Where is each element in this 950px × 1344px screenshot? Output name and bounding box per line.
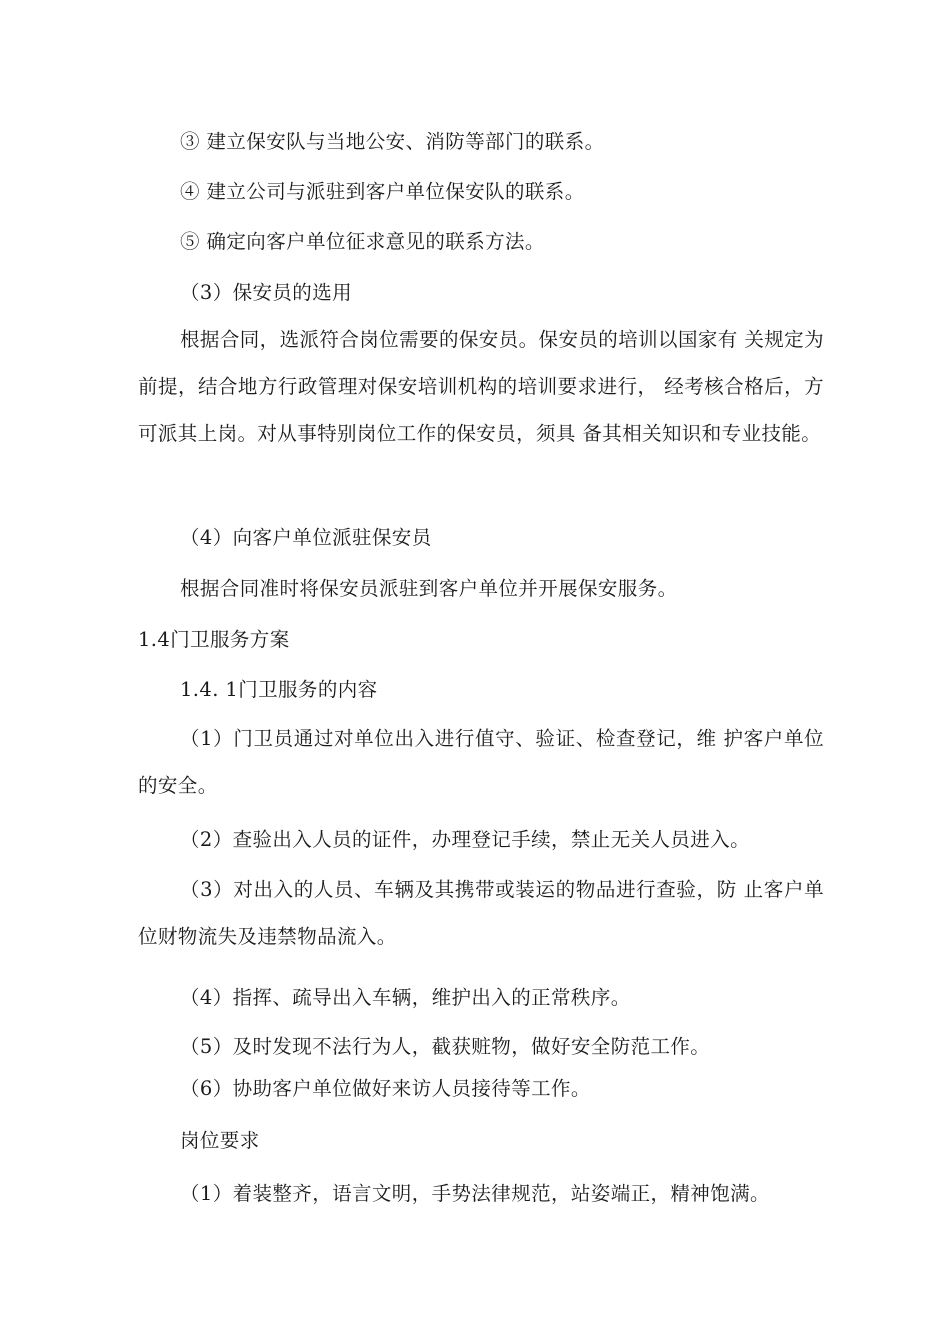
list-item-4: （4）指挥、疏导出入车辆，维护出入的正常秩序。: [180, 986, 631, 1009]
subheading-guard-selection: （3）保安员的选用: [180, 281, 353, 304]
item-company-liaison: ④ 建立公司与派驻到客户单位保安队的联系。: [180, 180, 585, 203]
list-item-3: （3）对出入的人员、车辆及其携带或装运的物品进行查验，防 止客户单位财物流失及违禁物品流入。: [138, 878, 824, 948]
item-feedback-method: ⑤ 确定向客户单位征求意见的联系方法。: [180, 230, 545, 253]
section-heading-gate-service: 1.4门卫服务方案: [138, 628, 290, 651]
item-police-liaison: ③ 建立保安队与当地公安、消防等部门的联系。: [180, 130, 605, 153]
requirement-item-1: （1）着装整齐，语言文明，手势法律规范，站姿端正，精神饱满。: [180, 1182, 770, 1205]
list-item-2: （2）查验出入人员的证件，办理登记手续，禁止无关人员进入。: [180, 828, 751, 851]
subsection-heading-gate-content: 1.4. 1门卫服务的内容: [180, 678, 378, 701]
list-item-6: （6）协助客户单位做好来访人员接待等工作。: [180, 1077, 591, 1100]
subheading-dispatch-guards: （4）向客户单位派驻保安员: [180, 526, 432, 549]
list-item-5: （5）及时发现不法行为人，截获赃物，做好安全防范工作。: [180, 1035, 711, 1058]
heading-post-requirements: 岗位要求: [180, 1129, 260, 1152]
list-item-1: （1）门卫员通过对单位出入进行值守、验证、检查登记，维 护客户单位的安全。: [138, 727, 824, 797]
paragraph-dispatch: 根据合同准时将保安员派驻到客户单位并开展保安服务。: [180, 577, 678, 600]
paragraph-guard-selection: 根据合同，选派符合岗位需要的保安员。保安员的培训以国家有 关规定为前提，结合地方行政管理对保安培训机构的培训要求进行， 经考核合格后，方可派其上岗。对从事特别岗位工作的保安员，须具 备其相关知识和专业技能。: [138, 328, 824, 445]
